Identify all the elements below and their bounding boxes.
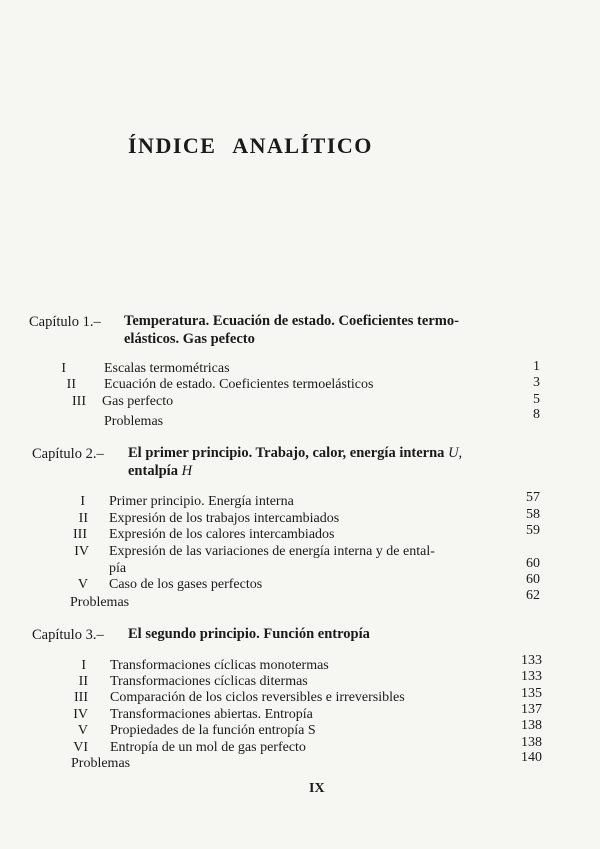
ch1-sec-1-text: Escalas termométricas (104, 361, 230, 376)
ch3-sec-2-roman: II (78, 674, 88, 689)
ch3-sec-2-page: 133 (521, 669, 542, 684)
ch3-sec-1-page: 133 (521, 653, 542, 668)
ch1-problems-text: Problemas (104, 414, 164, 429)
page-title: ÍNDICE ANALÍTICO (128, 133, 373, 158)
ch2-sec-2-page: 58 (526, 507, 540, 522)
chapter-2-title-line2 (128, 462, 192, 481)
chapter-1-title-line1: Temperatura. Ecuación de estado. Coeficientes termo- (124, 313, 459, 329)
ch3-problems-text: Problemas (71, 756, 131, 771)
ch2-sec-5-text: Caso de los gases perfectos (109, 577, 263, 592)
page-number: IX (309, 781, 325, 796)
chapter-3-title: El segundo principio. Función entropía (128, 626, 370, 642)
ch1-sec-2-roman: II (66, 377, 76, 392)
ch2-sec-1-roman: I (80, 494, 85, 509)
ch1-problems-page: 8 (533, 407, 540, 422)
ch1-sec-3-page: 5 (533, 392, 540, 407)
chapter-1-label: Capítulo 1.– (29, 314, 101, 330)
chapter-2-title-text2: entalpía (128, 463, 178, 479)
ch1-sec-3-text: Gas perfecto (102, 394, 174, 409)
chapter-2-title-text: El primer principio. Trabajo, calor, energía interna (128, 445, 445, 461)
chapter-2-label: Capítulo 2.– (32, 446, 104, 462)
ch1-sec-1-roman: I (61, 361, 66, 376)
ch2-sec-1-text: Primer principio. Energía interna (109, 494, 294, 509)
ch2-sec-4-roman: IV (74, 544, 89, 559)
ch2-sec-3-page: 59 (526, 523, 540, 538)
ch3-sec-3-text: Comparación de los ciclos reversibles e irreversibles (110, 690, 405, 705)
ch3-sec-5-roman: V (77, 723, 88, 738)
chapter-1-title-line2: elásticos. Gas pefecto (124, 331, 255, 347)
ch2-problems-text: Problemas (70, 595, 130, 610)
ch2-sec-4-page: 60 (526, 556, 540, 571)
ch3-sec-3-page: 135 (521, 686, 542, 701)
chapter-3-label: Capítulo 3.– (32, 627, 104, 643)
chapter-2-symbol-h: H (181, 463, 193, 479)
ch3-sec-4-text: Transformaciones abiertas. Entropía (110, 707, 313, 722)
ch3-sec-6-text: Entropía de un mol de gas perfecto (110, 740, 306, 755)
ch2-sec-3-text: Expresión de los calores intercambiados (109, 527, 335, 542)
ch3-sec-1-text: Transformaciones cíclicas monotermas (110, 658, 329, 673)
ch3-sec-6-page: 138 (521, 735, 542, 750)
ch2-sec-2-roman: II (78, 511, 88, 526)
ch3-sec-4-page: 137 (521, 702, 542, 717)
chapter-2-title-line1 (128, 444, 462, 463)
ch3-sec-4-roman: IV (73, 707, 88, 722)
ch3-sec-2-text: Transformaciones cíclicas ditermas (110, 674, 308, 689)
ch2-sec-2-text: Expresión de los trabajos intercambiados (109, 511, 340, 526)
chapter-2-symbol-u: U (448, 445, 459, 461)
ch2-problems-page: 62 (526, 588, 540, 603)
chapter-2-comma: , (458, 445, 463, 461)
ch3-sec-3-roman: III (74, 690, 88, 705)
ch3-sec-6-roman: VI (73, 740, 88, 755)
ch1-sec-2-page: 3 (533, 375, 540, 390)
ch2-sec-4-text: Expresión de las variaciones de energía interna y de ental- (109, 544, 435, 559)
ch3-sec-1-roman: I (81, 658, 86, 673)
ch2-sec-5-page: 60 (526, 572, 540, 587)
ch2-sec-5-roman: V (77, 577, 88, 592)
ch1-sec-2-text: Ecuación de estado. Coeficientes termoelásticos (104, 377, 374, 392)
ch3-sec-5-page: 138 (521, 718, 542, 733)
ch3-sec-5-text: Propiedades de la función entropía S (110, 723, 316, 738)
ch1-sec-1-page: 1 (533, 359, 540, 374)
ch1-sec-3-roman: III (72, 394, 86, 409)
ch2-sec-1-page: 57 (526, 490, 540, 505)
ch2-sec-4-text-cont: pía (109, 561, 127, 576)
ch2-sec-3-roman: III (73, 527, 87, 542)
ch3-problems-page: 140 (521, 750, 542, 765)
